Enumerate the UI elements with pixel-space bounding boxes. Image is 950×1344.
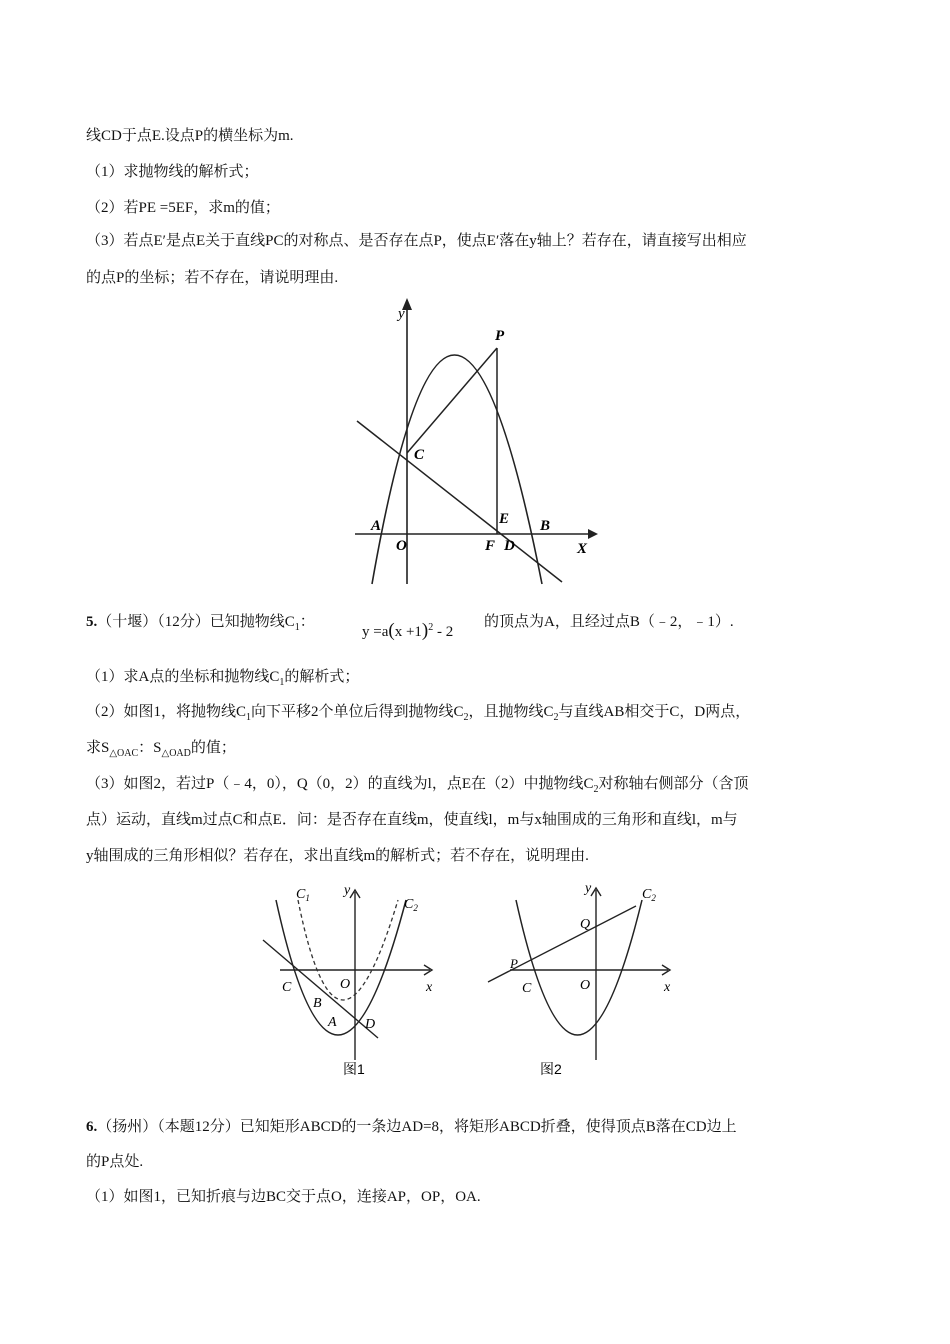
q5-part-2b xyxy=(86,738,236,764)
label-y: y xyxy=(398,306,405,322)
fig1-label-o: O xyxy=(340,977,351,992)
fig1-label-c2: $C_2$ xyxy=(404,897,418,913)
caption-figure-2: 图2 xyxy=(540,1061,562,1077)
q5-p2s4: △OAC xyxy=(109,748,139,759)
q5-p3a: （3）如图2，若过P（﹣4，0），Q（0，2）的直线为l，点E在（2）中抛物线C xyxy=(86,776,594,792)
q5-p3b: 对称轴右侧部分（含顶 xyxy=(598,776,749,792)
caption-figure-1: 图1 xyxy=(343,1061,365,1077)
label-x: X xyxy=(577,541,588,557)
fig1-label-c: C xyxy=(282,980,292,995)
q5-p1b: 的解析式； xyxy=(284,669,360,685)
q5-part-1 xyxy=(86,667,359,693)
q4-parabola-figure xyxy=(352,296,602,586)
label-e: E xyxy=(499,511,510,527)
fig2-label-p: P xyxy=(510,956,518,971)
q5-figures xyxy=(258,878,690,1080)
fig2-label-c2: $C_2$ xyxy=(642,887,656,903)
q4-line-1: 线CD于点E.设点P的横坐标为m. xyxy=(86,128,294,144)
q5-p2s2: 2 xyxy=(463,712,469,723)
q6-head: （扬州）（本题12分）已知矩形ABCD的一条边AD=8，将矩形ABCD折叠，使得顶点B落在CD边上 xyxy=(97,1119,737,1135)
fig2-parabola-c2 xyxy=(516,900,642,1035)
fig1-label-d: D xyxy=(365,1017,376,1032)
q5-p2e: 求S xyxy=(86,740,110,756)
formula-paren-close: ) xyxy=(421,620,429,641)
q5-number: 5. xyxy=(86,614,98,630)
formula-paren-open: ( xyxy=(388,620,395,641)
label-p: P xyxy=(495,328,505,344)
fig1-label-c1: $C_1$ xyxy=(296,887,310,903)
q5-head-sub: 1 xyxy=(294,622,300,633)
q6-line-2: 的P点处. xyxy=(86,1154,144,1170)
q6-heading xyxy=(86,1117,737,1137)
q5-p3s1: 2 xyxy=(593,784,599,795)
q5-heading xyxy=(86,612,315,638)
q5-part-3c: y轴围成的三角形相似？若存在，求出直线m的解析式；若不存在，说明理由. xyxy=(86,848,589,864)
q5-part-3b: 点）运动，直线m过点C和点E．问：是否存在直线m，使直线l，m与x轴围成的三角形和直线l，m与 xyxy=(86,812,738,828)
fig2-label-c: C xyxy=(522,981,532,996)
formula-exponent: 2 xyxy=(428,622,434,633)
q5-part-2 xyxy=(86,702,750,728)
q4-part-3b: 的点P的坐标；若不存在，请说明理由. xyxy=(86,270,339,286)
fig1-label-b: B xyxy=(313,996,322,1011)
q4-part-2: （2）若PE =5EF，求m的值； xyxy=(86,200,280,216)
q5-p2b: 向下平移2个单位后得到抛物线C xyxy=(251,704,464,720)
label-a: A xyxy=(371,518,382,534)
q5-part-3a xyxy=(86,774,749,800)
label-d: D xyxy=(504,538,515,554)
q5-p2a: （2）如图1，将抛物线C xyxy=(86,704,247,720)
x-axis-arrow-icon xyxy=(588,529,598,539)
fig2-label-x: x xyxy=(664,980,671,995)
fig1-label-x: x xyxy=(426,980,433,995)
q5-p2c: ，且抛物线C xyxy=(468,704,554,720)
q5-p2s5: △OAD xyxy=(161,748,191,759)
q5-p2f: ：S xyxy=(138,740,162,756)
q6-number: 6. xyxy=(86,1119,98,1135)
q5-p2g: 的值； xyxy=(190,740,236,756)
q5-figure-1 xyxy=(263,883,433,1077)
q5-head-b: ： xyxy=(299,614,315,630)
label-b: B xyxy=(540,518,551,534)
q4-part-1: （1）求抛物线的解析式； xyxy=(86,164,259,180)
q5-head-c: 的顶点为A，且经过点B（﹣2，﹣1）. xyxy=(484,614,734,630)
q4-part-3a: （3）若点E′是点E关于直线PC的对称点、是否存在点P，使点E′落在y轴上？若存在，请直接写出相应 xyxy=(86,233,747,249)
formula-e: - 2 xyxy=(433,624,454,640)
q5-p1sub: 1 xyxy=(279,677,285,688)
q5-head-a: （十堰）（12分）已知抛物线C xyxy=(97,614,295,630)
label-o: O xyxy=(396,538,407,554)
q6-part-1: （1）如图1，已知折痕与边BC交于点O，连接AP，OP，OA. xyxy=(86,1189,481,1205)
q5-formula xyxy=(362,620,453,642)
q5-figure-2 xyxy=(488,881,671,1077)
label-c: C xyxy=(414,447,425,463)
line-cp xyxy=(407,348,497,453)
q5-p2s1: 1 xyxy=(246,712,252,723)
formula-c: x +1 xyxy=(394,624,422,640)
q5-p2s3: 2 xyxy=(553,712,559,723)
formula-a: y =a xyxy=(362,624,389,640)
fig2-label-o: O xyxy=(580,978,591,993)
fig1-label-y: y xyxy=(344,883,351,898)
fig2-label-q: Q xyxy=(580,917,591,932)
fig1-label-a: A xyxy=(328,1015,337,1030)
q5-p1a: （1）求A点的坐标和抛物线C xyxy=(86,669,280,685)
label-f: F xyxy=(485,538,496,554)
fig2-label-y: y xyxy=(585,881,592,896)
q5-p2d: 与直线AB相交于C，D两点， xyxy=(558,704,751,720)
